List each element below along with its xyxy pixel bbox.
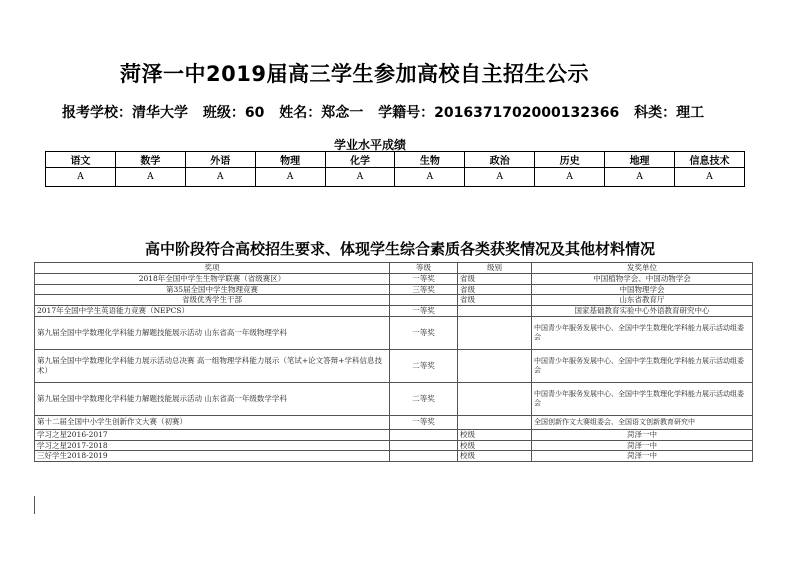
award-name: 第九届全国中学数理化学科能力展示活动总决赛 高一组物理学科能力展示（笔试+论文答辩+学科信息技术） xyxy=(35,349,390,382)
award-row xyxy=(35,349,753,382)
subject-header: 外语 xyxy=(185,152,255,168)
subject-header: 地理 xyxy=(605,152,675,168)
subject-grade: A xyxy=(255,168,325,187)
awards-table xyxy=(34,262,753,462)
award-name: 学习之星2016-2017 xyxy=(35,429,390,440)
award-name: 省级优秀学生干部 xyxy=(35,295,390,306)
award-row xyxy=(35,382,753,415)
awards-title: 高中阶段符合高校招生要求、体现学生综合素质各类获奖情况及其他材料情况 xyxy=(144,240,655,258)
subject-header: 数学 xyxy=(115,152,185,168)
award-row xyxy=(35,316,753,349)
award-level xyxy=(458,349,532,382)
subject-grade: A xyxy=(605,168,675,187)
student-info xyxy=(62,102,714,122)
award-level xyxy=(458,316,532,349)
student-no-field: 学籍号：2016371702000132366 xyxy=(378,105,620,121)
award-row xyxy=(35,284,753,295)
award-grade: 一等奖 xyxy=(390,273,458,284)
award-level: 省级 xyxy=(458,284,532,295)
subject-type-field: 科类：理工 xyxy=(634,105,705,121)
award-row xyxy=(35,429,753,440)
award-level xyxy=(458,415,532,429)
subject-grade: A xyxy=(395,168,465,187)
award-name: 第九届全国中学数理化学科能力解题技能展示活动 山东省高一年级物理学科 xyxy=(35,316,390,349)
award-issuer: 菏泽一中 xyxy=(532,440,753,451)
subject-grade: A xyxy=(46,168,116,187)
award-grade: 三等奖 xyxy=(390,284,458,295)
school-field: 报考学校：清华大学 xyxy=(62,105,188,121)
subject-header: 生物 xyxy=(395,152,465,168)
award-level: 校级 xyxy=(458,451,532,462)
award-row xyxy=(35,273,753,284)
award-header: 奖项 xyxy=(35,263,390,274)
award-issuer: 全国创新作文大赛组委会、全国语文创新教育研究中 xyxy=(532,415,753,429)
subject-header: 信息技术 xyxy=(675,152,745,168)
award-issuer: 山东省教育厅 xyxy=(532,295,753,306)
award-name: 三好学生2018-2019 xyxy=(35,451,390,462)
subject-header: 语文 xyxy=(46,152,116,168)
award-issuer: 中国物理学会 xyxy=(532,284,753,295)
award-grade: 一等奖 xyxy=(390,415,458,429)
scores-grade-row xyxy=(46,168,745,187)
subject-header: 历史 xyxy=(535,152,605,168)
award-name: 第十二届全国中小学生创新作文大赛（初赛） xyxy=(35,415,390,429)
award-grade: 二等奖 xyxy=(390,382,458,415)
award-level xyxy=(458,306,532,317)
award-issuer: 中国青少年服务发展中心、全国中学生数理化学科能力展示活动组委会 xyxy=(532,349,753,382)
subject-grade: A xyxy=(535,168,605,187)
grade-header: 等级 xyxy=(390,263,458,274)
level-header: 级别 xyxy=(458,263,532,274)
award-row xyxy=(35,306,753,317)
award-level: 校级 xyxy=(458,440,532,451)
subject-header: 物理 xyxy=(255,152,325,168)
award-issuer: 中国青少年服务发展中心、全国中学生数理化学科能力展示活动组委会 xyxy=(532,316,753,349)
award-row xyxy=(35,440,753,451)
page-title: 菏泽一中2019届高三学生参加高校自主招生公示 xyxy=(120,62,589,86)
award-grade xyxy=(390,295,458,306)
award-issuer: 国家基础教育实验中心外语教育研究中心 xyxy=(532,306,753,317)
award-name: 2018年全国中学生生物学联赛（省级赛区） xyxy=(35,273,390,284)
subject-grade: A xyxy=(325,168,395,187)
award-level: 校级 xyxy=(458,429,532,440)
award-grade xyxy=(390,429,458,440)
award-issuer: 中国植物学会、中国动物学会 xyxy=(532,273,753,284)
award-row xyxy=(35,295,753,306)
subject-grade: A xyxy=(115,168,185,187)
scores-header-row xyxy=(46,152,745,168)
scores-title: 学业水平成绩 xyxy=(333,138,406,152)
subject-grade: A xyxy=(675,168,745,187)
award-grade xyxy=(390,440,458,451)
table-border-stub xyxy=(34,496,35,514)
award-level: 省级 xyxy=(458,295,532,306)
award-level: 省级 xyxy=(458,273,532,284)
class-field: 班级：60 xyxy=(202,105,265,121)
award-name: 第35届全国中学生物理竞赛 xyxy=(35,284,390,295)
award-issuer: 中国青少年服务发展中心、全国中学生数理化学科能力展示活动组委会 xyxy=(532,382,753,415)
award-grade xyxy=(390,451,458,462)
award-name: 第九届全国中学数理化学科能力解题技能展示活动 山东省高一年级数学学科 xyxy=(35,382,390,415)
award-grade: 二等奖 xyxy=(390,349,458,382)
award-name: 2017年全国中学生英语能力竞赛（NEPCS） xyxy=(35,306,390,317)
award-grade: 一等奖 xyxy=(390,306,458,317)
name-field: 姓名：郑念一 xyxy=(279,105,364,121)
award-level xyxy=(458,382,532,415)
award-grade: 一等奖 xyxy=(390,316,458,349)
award-issuer: 菏泽一中 xyxy=(532,429,753,440)
issuer-header: 发奖单位 xyxy=(532,263,753,274)
award-row xyxy=(35,451,753,462)
subject-header: 政治 xyxy=(465,152,535,168)
subject-grade: A xyxy=(185,168,255,187)
awards-header-row xyxy=(35,263,753,274)
award-issuer: 菏泽一中 xyxy=(532,451,753,462)
subject-grade: A xyxy=(465,168,535,187)
award-row xyxy=(35,415,753,429)
award-name: 学习之星2017-2018 xyxy=(35,440,390,451)
scores-table xyxy=(45,151,745,187)
subject-header: 化学 xyxy=(325,152,395,168)
